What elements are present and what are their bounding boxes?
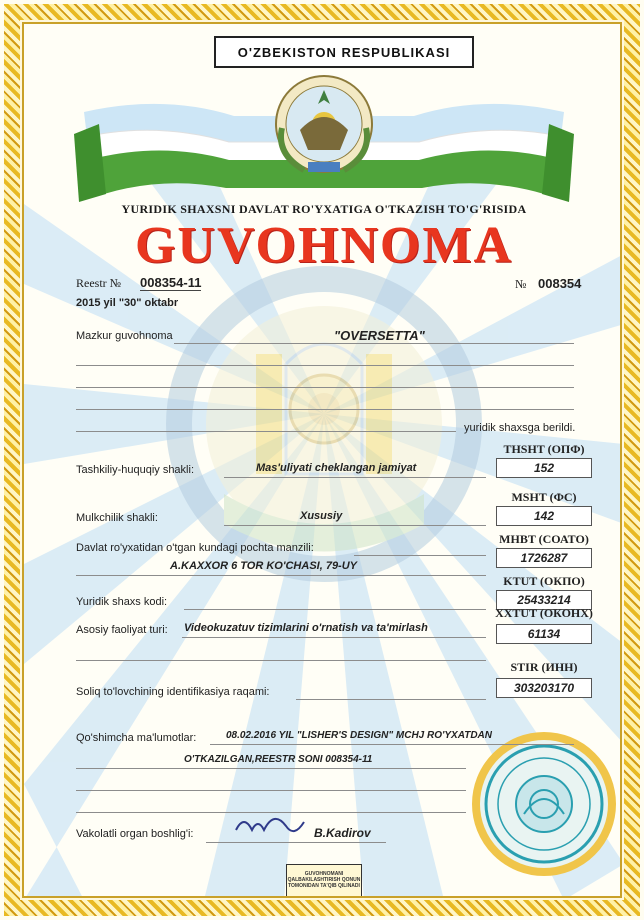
extra-info-label: Qo'shimcha ma'lumotlar: — [76, 732, 197, 744]
certificate-number: 008354 — [538, 276, 582, 291]
extra-info-line1: 08.02.2016 YIL "LISHER'S DESIGN" MCHJ RO'YXATDAN — [226, 730, 492, 741]
document-subtitle: YURIDIK SHAXSNI DAVLAT RO'YXATIGA O'TKAZISH TO'G'RISIDA — [121, 202, 527, 216]
code-label-ktut: KTUT (ОКПО) — [503, 574, 585, 588]
code-label-mhbt: MHBT (СОАТО) — [499, 532, 589, 546]
extra-info-line2: O'TKAZILGAN,REESTR SONI 008354-11 — [184, 754, 373, 765]
code-value-msht: 142 — [496, 506, 592, 526]
code-label-thsht: THSHT (ОПФ) — [503, 442, 585, 456]
registration-date: 2015 yil "30" oktabr — [76, 297, 179, 309]
certificate-body — [22, 22, 622, 898]
intro-label: Mazkur guvohnoma — [76, 330, 173, 342]
code-value-ktut: 25433214 — [496, 590, 592, 610]
code-label-stir: STIR (ИНН) — [510, 660, 578, 674]
reestr-label: Reestr № — [76, 276, 122, 290]
republic-label: O'ZBEKISTON RESPUBLIKASI — [214, 36, 474, 68]
activity-value: Videokuzatuv tizimlarini o'rnatish va ta'mirlash — [184, 622, 428, 634]
code-label-msht: MSHT (ФС) — [511, 490, 577, 504]
activity-label: Asosiy faoliyat turi: — [76, 624, 168, 636]
certificate-number-label: № — [515, 277, 527, 291]
code-value-mhbt: 1726287 — [496, 548, 592, 568]
given-to-label: yuridik shaxsga berildi. — [464, 422, 576, 434]
address-label: Davlat ro'yxatidan o'tgan kundagi pochta manzili: — [76, 542, 314, 554]
ownership-label: Mulkchilik shakli: — [76, 512, 158, 524]
company-name: "OVERSETTA" — [334, 328, 425, 343]
code-label-xxtut: XXTUT (ОКОНХ) — [495, 606, 593, 620]
document-title: GUVOHNOMA — [134, 217, 514, 274]
code-value-xxtut: 61134 — [496, 624, 592, 644]
code-value-thsht: 152 — [496, 458, 592, 478]
ownership-value: Xususiy — [300, 510, 343, 522]
authority-name: B.Kadirov — [314, 826, 371, 840]
legal-form-label: Tashkiliy-huquqiy shakli: — [76, 464, 194, 476]
legal-code-label: Yuridik shaxs kodi: — [76, 596, 168, 608]
forgery-warning-box: GUVOHNOMANI QALBAKILASHTIRISH QONUN TOMONIDAN TA'QIB QILINADI — [286, 864, 362, 898]
authority-label: Vakolatli organ boshlig'i: — [76, 828, 194, 840]
round-seal-stamp — [476, 736, 612, 872]
legal-form-value: Mas'uliyati cheklangan jamiyat — [256, 462, 417, 474]
address-value: A.KAXXOR 6 TOR KO'CHASI, 79-UY — [170, 560, 357, 572]
code-value-stir: 303203170 — [496, 678, 592, 698]
tin-label: Soliq to'lovchining identifikasiya raqami: — [76, 686, 270, 698]
state-emblem — [276, 76, 372, 172]
reestr-number: 008354-11 — [140, 275, 202, 290]
